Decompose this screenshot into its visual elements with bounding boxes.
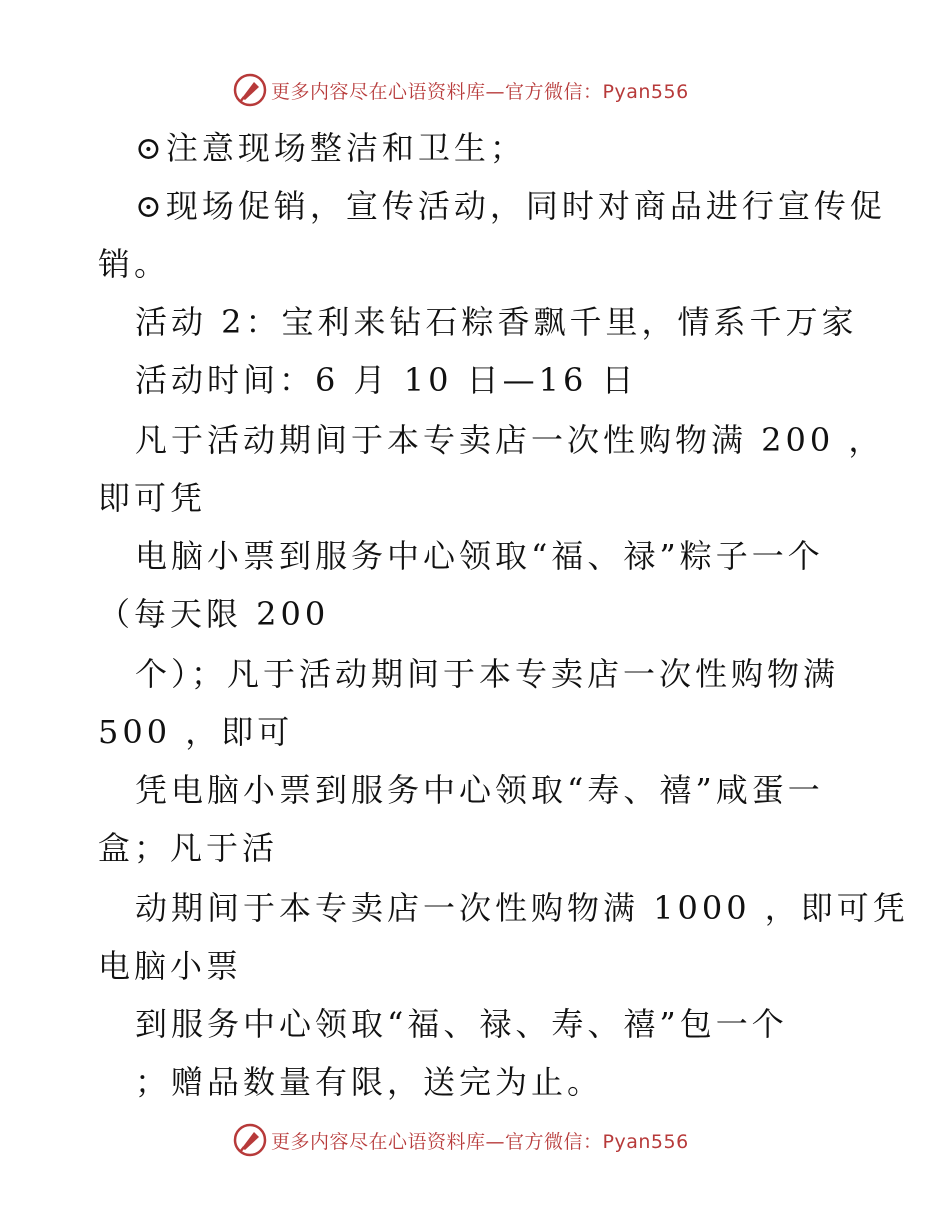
body-line: 盒；凡于活 [98,829,279,867]
body-line: 500 ，即可 [98,713,294,751]
body-line: 到服务中心领取“福、禄、寿、禧”包一个 [135,1005,788,1043]
body-line: 动期间于本专卖店一次性购物满 1000 ，即可凭 [135,889,909,927]
pen-nib-logo-icon [233,1123,267,1157]
body-line: 电脑小票 [98,947,243,985]
body-line: 活动时间：6 月 10 日—16 日 [135,361,638,399]
body-line: 凭电脑小票到服务中心领取“寿、禧”咸蛋一 [135,771,824,809]
watermark-text: 更多内容尽在心语资料库—官方微信：Pyan556 [271,1130,689,1153]
body-line: ⊙注意现场整洁和卫生； [135,129,526,167]
body-line: 即可凭 [98,479,207,517]
body-line: 活动 2：宝利来钻石粽香飘千里，情系千万家 [135,303,858,341]
body-line: 销。 [98,245,171,283]
body-line: ；赠品数量有限，送完为止。 [135,1063,604,1101]
body-line: 个）；凡于活动期间于本专卖店一次性购物满 [135,655,840,693]
body-line: ⊙现场促销，宣传活动，同时对商品进行宣传促 [135,187,886,225]
header-watermark [233,72,689,108]
watermark-text: 更多内容尽在心语资料库—官方微信：Pyan556 [271,80,689,103]
body-line: （每天限 200 [98,595,330,633]
body-line: 电脑小票到服务中心领取“福、禄”粽子一个 [135,537,824,575]
footer-watermark [233,1122,689,1158]
pen-nib-logo-icon [233,73,267,107]
body-line: 凡于活动期间于本专卖店一次性购物满 200 ， [135,421,885,459]
